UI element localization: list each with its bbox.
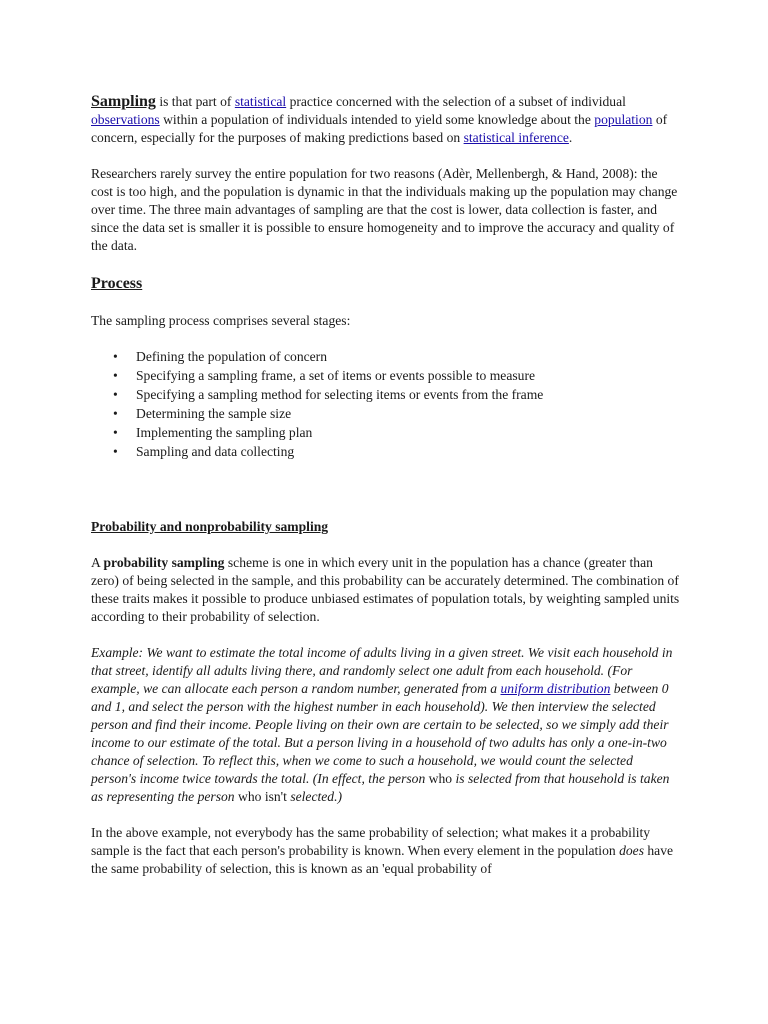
bullet-icon: • (113, 406, 118, 421)
list-item: • Determining the sample size (113, 406, 292, 421)
list-item: • Sampling and data collecting (113, 444, 295, 459)
process-heading: Process (91, 275, 143, 292)
reasons-paragraph: Researchers rarely survey the entire population for two reasons (Adèr, Mellenbergh, & Hand, 2008): the cost is too high, and the population is dynamic in that the individuals making up the population may change over time. The three main advantages of sampling are that the cost is lower, data collection is faster, and since the data set is smaller it is possible to ensure homogeneity and to improve the accuracy and quality of the data. (91, 166, 678, 253)
term-probability-sampling: probability sampling (103, 555, 225, 570)
emphasis-does: does (619, 843, 644, 858)
bullet-icon: • (113, 444, 118, 459)
list-item: • Defining the population of concern (113, 349, 328, 364)
link-population[interactable]: population (594, 112, 653, 127)
intro-text-1: is that part of (155, 94, 235, 109)
process-intro: The sampling process comprises several stages: (91, 313, 351, 328)
lead-term-sampling: Sampling (91, 93, 156, 110)
intro-paragraph (91, 93, 681, 147)
bullet-icon: • (113, 349, 118, 364)
probability-heading: Probability and nonprobability sampling (91, 519, 329, 534)
link-statistical-inference[interactable]: statistical inference (463, 130, 569, 145)
example-paragraph: Example: We want to estimate the total income of adults living in a given street. We visit each household in that street, identify all adults living there, and randomly select one adult from each household. (For example, we can allocate each person a random number, generated from a uniform distribution between 0 and 1, and select the person with the highest number in each household). We then interview the selected person and find their income. People living on their own are certain to be selected, so we simply add their income to our estimate of the total. But a person living in a household of two adults has only a one-in-two chance of selection. To reflect this, when we come to such a household, we would count the selected person's income twice towards the total. (In effect, the person who is selected from that household is taken as representing the person who isn't selected.) (91, 645, 673, 804)
list-item: • Specifying a sampling frame, a set of items or events possible to measure (113, 368, 536, 383)
link-observations[interactable]: observations (91, 112, 160, 127)
list-item: • Implementing the sampling plan (113, 425, 313, 440)
stages-list (91, 347, 681, 461)
intro-text-4: of concern, especially for the purposes of making predictions based on (91, 112, 668, 145)
intro-text-2: practice concerned with the selection of a subset of individual (286, 94, 626, 109)
bullet-icon: • (113, 368, 118, 383)
link-uniform-distribution[interactable]: uniform distribution (500, 681, 611, 696)
intro-text-3: within a population of individuals intended to yield some knowledge about the (159, 112, 595, 127)
probability-paragraph: A probability sampling scheme is one in which every unit in the population has a chance (greater than zero) of being selected in the sample, and this probability can be accurately determined. The combination of these traits makes it possible to produce unbiased estimates of population totals, by weighting sampled units according to their probability of selection. (91, 555, 680, 624)
list-item: • Specifying a sampling method for selecting items or events from the frame (113, 387, 544, 402)
bullet-icon: • (113, 387, 118, 402)
link-statistical[interactable]: statistical (234, 94, 287, 109)
bullet-icon: • (113, 425, 118, 440)
document-page (91, 93, 681, 878)
intro-text-5: . (568, 130, 573, 145)
final-paragraph: In the above example, not everybody has the same probability of selection; what makes it a probability sample is the fact that each person's probability is known. When every element in the population does have the same probability of selection, this is known as an 'equal probability of (91, 825, 674, 876)
